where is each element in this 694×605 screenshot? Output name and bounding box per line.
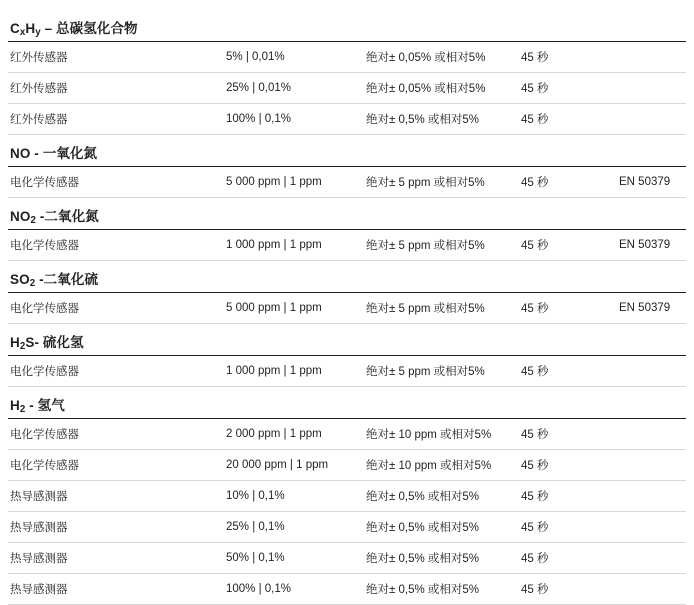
- table-row: [8, 512, 686, 543]
- cell-response-time: 45 秒: [521, 429, 549, 441]
- cell-sensor: 电化学传感器: [10, 177, 79, 189]
- cell-response-time: 45 秒: [521, 303, 549, 315]
- cell-response-time: 45 秒: [521, 460, 549, 472]
- section-heading-cxhy: $C_xH_y$ – 总碳氢化合物: [8, 10, 686, 42]
- section-heading-h2s: $H_2S-$ 硫化氢: [8, 324, 686, 356]
- cell-accuracy: 绝对± 5 ppm 或相对5%: [366, 177, 485, 189]
- cell-sensor: 电化学传感器: [10, 240, 79, 252]
- section-heading-h2: $H_2$ - 氢气: [8, 387, 686, 419]
- section-heading-no2: $NO_2$ -二氧化氮: [8, 198, 686, 230]
- table-row: [8, 73, 686, 104]
- cell-response-time: 45 秒: [521, 491, 549, 503]
- cell-accuracy: 绝对± 5 ppm 或相对5%: [366, 240, 485, 252]
- cell-range: 100% | 0,1%: [226, 113, 292, 125]
- cell-accuracy: 绝对± 10 ppm 或相对5%: [366, 429, 492, 441]
- cell-sensor: 热导感测器: [10, 491, 68, 503]
- cell-range: 25% | 0,01%: [226, 82, 292, 94]
- cell-sensor: 热导感测器: [10, 553, 68, 565]
- cell-accuracy: 绝对± 0,5% 或相对5%: [366, 114, 480, 126]
- cell-sensor: 红外传感器: [10, 52, 68, 64]
- cell-accuracy: 绝对± 0,05% 或相对5%: [366, 52, 486, 64]
- cell-accuracy: 绝对± 10 ppm 或相对5%: [366, 460, 492, 472]
- cell-response-time: 45 秒: [521, 553, 549, 565]
- cell-range: 5% | 0,01%: [226, 51, 285, 63]
- table-row: [8, 293, 686, 324]
- cell-accuracy: 绝对± 0,05% 或相对5%: [366, 83, 486, 95]
- cell-accuracy: 绝对± 0,5% 或相对5%: [366, 553, 480, 565]
- cell-standard: EN 50379: [619, 176, 671, 188]
- cell-sensor: 电化学传感器: [10, 460, 79, 472]
- cell-range: 5 000 ppm | 1 ppm: [226, 176, 322, 188]
- cell-accuracy: 绝对± 5 ppm 或相对5%: [366, 366, 485, 378]
- table-row: [8, 230, 686, 261]
- cell-accuracy: 绝对± 0,5% 或相对5%: [366, 491, 480, 503]
- table-row: [8, 481, 686, 512]
- cell-range: 10% | 0,1%: [226, 490, 285, 502]
- cell-range: 20 000 ppm | 1 ppm: [226, 459, 329, 471]
- cell-sensor: 红外传感器: [10, 114, 68, 126]
- cell-response-time: 45 秒: [521, 83, 549, 95]
- cell-response-time: 45 秒: [521, 584, 549, 596]
- cell-range: 25% | 0,1%: [226, 521, 285, 533]
- cell-sensor: 电化学传感器: [10, 429, 79, 441]
- cell-response-time: 45 秒: [521, 52, 549, 64]
- table-row: [8, 574, 686, 605]
- cell-accuracy: 绝对± 0,5% 或相对5%: [366, 522, 480, 534]
- cell-accuracy: 绝对± 0,5% 或相对5%: [366, 584, 480, 596]
- table-row: [8, 356, 686, 387]
- cell-response-time: 45 秒: [521, 366, 549, 378]
- spec-sections: [8, 10, 686, 605]
- cell-response-time: 45 秒: [521, 240, 549, 252]
- table-row: [8, 104, 686, 135]
- cell-range: 2 000 ppm | 1 ppm: [226, 428, 322, 440]
- table-row: [8, 42, 686, 73]
- table-row: [8, 450, 686, 481]
- page-top-spacer: [8, 0, 686, 10]
- section-heading-so2: $SO_2$ -二氧化硫: [8, 261, 686, 293]
- section-heading-no: NO - 一氧化氮: [8, 135, 686, 167]
- cell-standard: EN 50379: [619, 239, 671, 251]
- cell-range: 5 000 ppm | 1 ppm: [226, 302, 322, 314]
- cell-response-time: 45 秒: [521, 522, 549, 534]
- table-row: [8, 419, 686, 450]
- table-row: [8, 167, 686, 198]
- cell-sensor: 电化学传感器: [10, 303, 79, 315]
- cell-sensor: 电化学传感器: [10, 366, 79, 378]
- cell-range: 1 000 ppm | 1 ppm: [226, 239, 322, 251]
- cell-response-time: 45 秒: [521, 114, 549, 126]
- cell-response-time: 45 秒: [521, 177, 549, 189]
- cell-sensor: 热导感测器: [10, 584, 68, 596]
- cell-accuracy: 绝对± 5 ppm 或相对5%: [366, 303, 485, 315]
- cell-range: 100% | 0,1%: [226, 583, 292, 595]
- cell-range: 1 000 ppm | 1 ppm: [226, 365, 322, 377]
- cell-range: 50% | 0,1%: [226, 552, 285, 564]
- cell-sensor: 热导感测器: [10, 522, 68, 534]
- cell-standard: EN 50379: [619, 302, 671, 314]
- cell-sensor: 红外传感器: [10, 83, 68, 95]
